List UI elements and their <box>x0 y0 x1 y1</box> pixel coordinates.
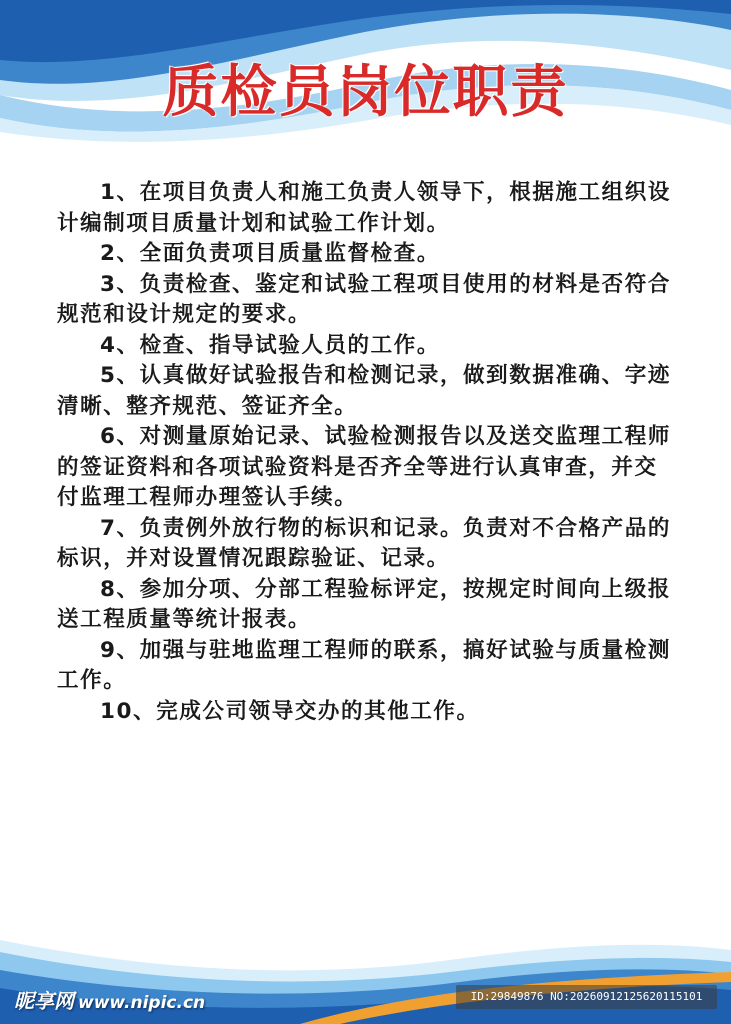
list-item: 1、在项目负责人和施工负责人领导下，根据施工组织设计编制项目质量计划和试验工作计划。 <box>57 180 671 236</box>
list-item: 10、完成公司领导交办的其他工作。 <box>100 698 480 724</box>
list-item: 7、负责例外放行物的标识和记录。负责对不合格产品的标识，并对设置情况跟踪验证、记录。 <box>57 515 671 571</box>
list-item: 5、认真做好试验报告和检测记录，做到数据准确、字迹清晰、整齐规范、签证齐全。 <box>57 363 671 419</box>
watermark-logo <box>14 985 205 1014</box>
list-item: 2、全面负责项目质量监督检查。 <box>100 241 440 266</box>
page-title: 质检员岗位职责 <box>162 59 569 125</box>
list-item: 3、负责检查、鉴定和试验工程项目使用的材料是否符合规范和设计规定的要求。 <box>57 271 671 327</box>
watermark-logo-text: 昵享网 <box>14 989 74 1013</box>
watermark-id-bar: ID:29849876 NO:20260912125620115101 <box>456 985 717 1009</box>
list-item: 9、加强与驻地监理工程师的联系，搞好试验与质量检测工作。 <box>57 637 671 693</box>
list-item: 4、检查、指导试验人员的工作。 <box>100 332 440 358</box>
list-item: 6、对测量原始记录、试验检测报告以及送交监理工程师的签证资料和各项试验资料是否齐全等进行认真审查，并交付监理工程师办理签认手续。 <box>57 424 671 510</box>
watermark-url: www.nipic.cn <box>78 993 206 1013</box>
list-item: 8、参加分项、分部工程验标评定，按规定时间向上级报送工程质量等统计报表。 <box>57 576 671 632</box>
duties-list <box>57 178 677 727</box>
